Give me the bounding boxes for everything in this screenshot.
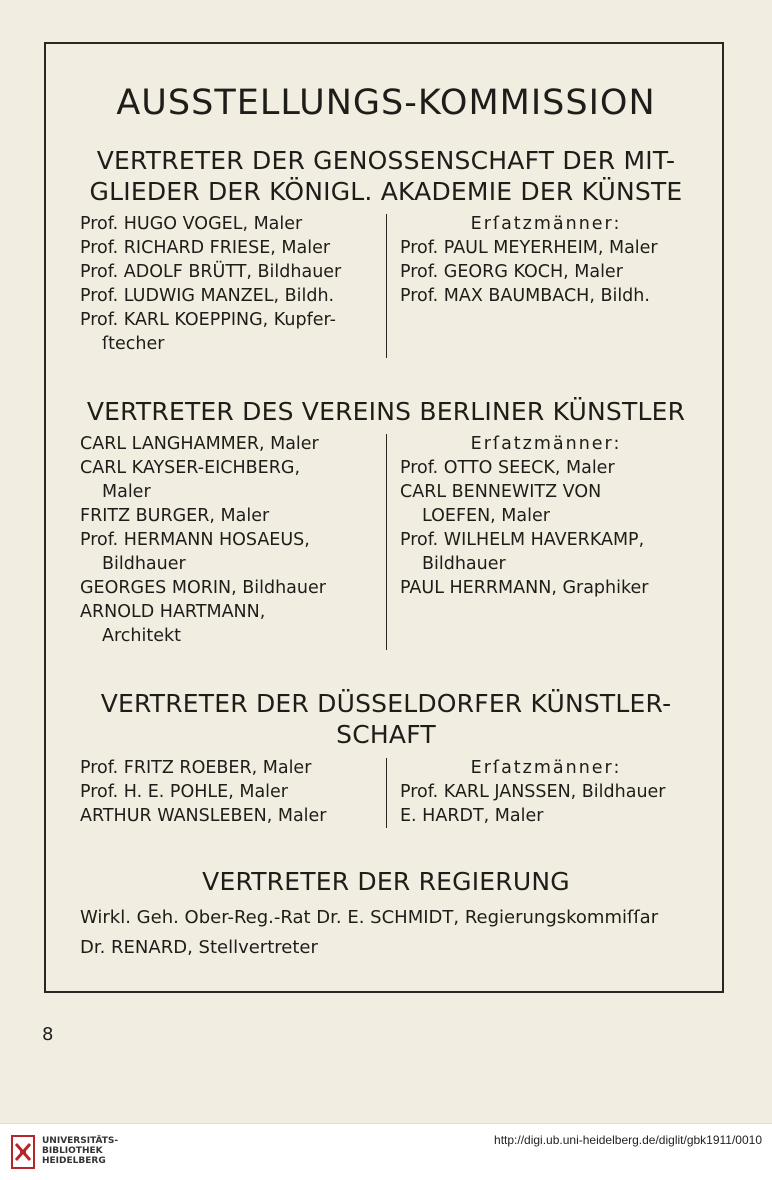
substitute-line: PAUL HERRMANN, Graphiker [400,578,649,598]
substitute-line: Prof. OTTO SEECK, Maler [400,458,615,478]
substitute-line: Prof. WILHELM HAVERKAMP, [400,530,645,550]
section-2-substitutes [400,432,692,600]
member-line: Prof. HERMANN HOSAEUS, [80,530,310,550]
section-1-heading-line: VERTRETER DER GENOSSENSCHAFT DER MIT- [96,146,676,175]
section-2-heading-line: VERTRETER DES VEREINS BERLINER KÜNSTLER [86,397,686,426]
member-line: Prof. ADOLF BRÜTT, Bildhauer [80,262,342,282]
member-line: CARL KAYSER-EICHBERG, [80,458,301,478]
section-3-substitutes [400,756,692,828]
government-line: Wirkl. Geh. Ober-Reg.-Rat Dr. E. SCHMIDT, Regierungskommiſſar [80,907,659,928]
member-line: Prof. LUDWIG MANZEL, Bildh. [80,286,335,306]
member-line: Maler [102,482,151,502]
section-1-members [80,212,341,356]
viewer-footer [0,1123,772,1180]
column-divider [386,434,387,650]
library-name-line: BIBLIOTHEK [42,1146,103,1156]
section-3-members [80,756,327,828]
member-line: Prof. KARL KOEPPING, Kupfer- [80,310,336,330]
page-title: AUSSTELLUNGS-KOMMISSION [116,83,656,123]
substitute-line: CARL BENNEWITZ VON [400,482,602,502]
library-logo-icon [10,1132,36,1172]
member-line: ARNOLD HARTMANN, [80,602,266,622]
section-3-heading [76,688,696,750]
government-heading: VERTRETER DER REGIERUNG [202,867,570,896]
member-line: GEORGES MORIN, Bildhauer [80,578,326,598]
section-1-heading [76,145,696,207]
section-3-heading-line: SCHAFT [336,720,436,749]
section-2-heading [76,396,696,427]
substitute-line: LOEFEN, Maler [422,506,550,526]
member-line: ſtecher [102,334,165,354]
member-line: ARTHUR WANSLEBEN, Maler [80,806,327,826]
member-line: Prof. FRITZ ROEBER, Maler [80,758,312,778]
section-3-heading-line: VERTRETER DER DÜSSELDORFER KÜNSTLER- [100,689,672,718]
substitute-line: Prof. GEORG KOCH, Maler [400,262,623,282]
section-1-heading-line: GLIEDER DER KÖNIGL. AKADEMIE DER KÜNSTE [89,177,683,206]
substitute-line: Prof. PAUL MEYERHEIM, Maler [400,238,658,258]
library-name-line: UNIVERSITÄTS- [42,1136,119,1146]
member-line: FRITZ BURGER, Maler [80,506,270,526]
substitutes-title: Erſatzmänner: [470,214,622,234]
member-line: CARL LANGHAMMER, Maler [80,434,319,454]
section-1-substitutes [400,212,692,308]
substitute-line: Bildhauer [422,554,506,574]
government-line: Dr. RENARD, Stellvertreter [80,937,318,958]
substitute-line: Prof. KARL JANSSEN, Bildhauer [400,782,666,802]
member-line: Architekt [102,626,181,646]
member-line: Bildhauer [102,554,186,574]
source-url-link[interactable]: http://digi.ub.uni-heidelberg.de/diglit/gbk1911/0010 [494,1133,762,1147]
page-number: 8 [42,1024,54,1045]
member-line: Prof. HUGO VOGEL, Maler [80,214,303,234]
government-members [80,903,658,963]
section-2-members [80,432,326,648]
column-divider [386,214,387,358]
substitutes-title: Erſatzmänner: [470,434,622,454]
member-line: Prof. H. E. POHLE, Maler [80,782,289,802]
substitute-line: E. HARDT, Maler [400,806,544,826]
library-name [42,1136,118,1166]
library-name-line: HEIDELBERG [42,1156,106,1166]
member-line: Prof. RICHARD FRIESE, Maler [80,238,331,258]
substitutes-title: Erſatzmänner: [470,758,622,778]
substitute-line: Prof. MAX BAUMBACH, Bildh. [400,286,650,306]
column-divider [386,758,387,828]
